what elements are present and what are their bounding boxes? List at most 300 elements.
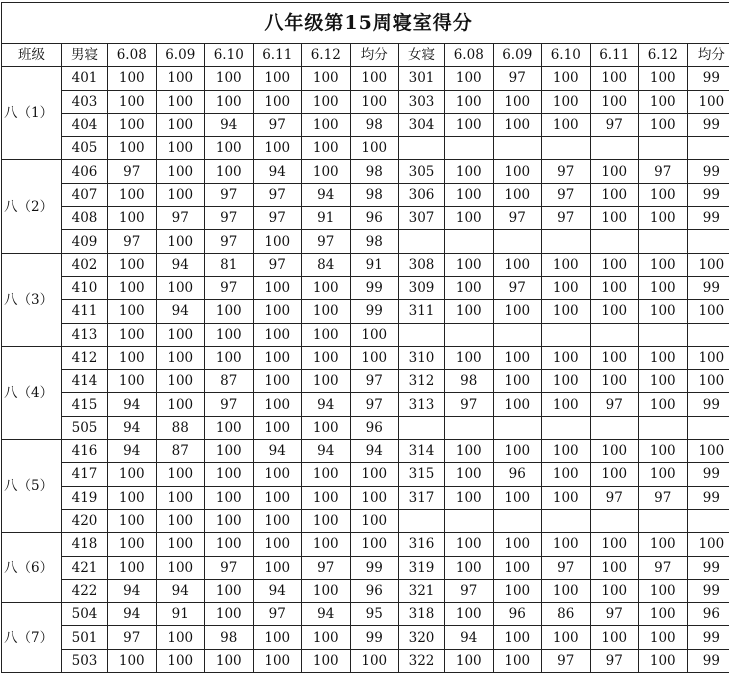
girl-room-cell: 311 [399,300,445,323]
boy-score-cell: 87 [156,440,205,463]
girl-score-cell: 100 [542,626,591,649]
girl-score-cell: 100 [590,160,639,183]
girl-score-cell: 100 [445,603,494,626]
boy-room-cell: 419 [62,486,108,509]
sheet-title: 八年级第15周寝室得分 [2,3,729,44]
girl-score-cell: 100 [445,207,494,230]
girl-score-cell: 97 [493,207,542,230]
girl-score-cell: 100 [445,113,494,136]
girl-score-cell: 97 [493,67,542,90]
boy-score-cell: 100 [108,649,157,672]
boy-score-cell: 97 [108,230,157,253]
boy-room-cell: 420 [62,509,108,532]
girl-score-cell: 100 [493,253,542,276]
girl-score-cell: 100 [590,579,639,602]
boy-avg-cell: 100 [350,346,399,369]
boy-score-cell: 100 [302,346,351,369]
boy-score-cell: 97 [205,276,254,299]
girl-score-cell: 97 [493,276,542,299]
boy-room-cell: 504 [62,603,108,626]
boy-score-cell: 100 [253,90,302,113]
girl-score-cell: 100 [542,300,591,323]
boy-score-cell: 100 [205,67,254,90]
girl-score-cell [445,230,494,253]
girl-score-cell [445,323,494,346]
boy-avg-cell: 91 [350,253,399,276]
girl-score-cell [493,323,542,346]
girl-score-cell: 100 [493,533,542,556]
girl-score-cell: 100 [590,463,639,486]
girl-room-cell: 304 [399,113,445,136]
girl-score-cell [639,137,688,160]
girl-score-cell [590,509,639,532]
boy-score-cell: 100 [253,370,302,393]
girl-room-cell: 301 [399,67,445,90]
girl-score-cell [639,230,688,253]
boy-score-cell: 100 [253,556,302,579]
girl-score-cell: 100 [590,626,639,649]
girl-score-cell: 100 [445,160,494,183]
boy-score-cell: 88 [156,416,205,439]
boy-room-cell: 408 [62,207,108,230]
girl-avg-cell: 100 [687,533,729,556]
girl-score-cell: 100 [445,90,494,113]
boy-score-cell: 100 [205,603,254,626]
table-body [2,67,729,673]
boy-score-cell: 100 [302,323,351,346]
boy-room-cell: 505 [62,416,108,439]
girl-avg-cell [687,509,729,532]
boy-score-cell: 100 [156,509,205,532]
girl-score-cell: 100 [493,346,542,369]
girl-score-cell: 100 [639,649,688,672]
table-row [2,509,729,532]
girl-score-cell: 100 [542,276,591,299]
girl-score-cell: 100 [639,207,688,230]
girl-score-cell [445,137,494,160]
boy-room-cell: 401 [62,67,108,90]
girl-room-cell: 315 [399,463,445,486]
girl-score-cell: 100 [493,160,542,183]
girl-score-cell: 100 [639,90,688,113]
girl-score-cell: 86 [542,603,591,626]
girl-score-cell: 100 [493,113,542,136]
girl-score-cell: 100 [542,393,591,416]
girl-score-cell: 97 [590,649,639,672]
girl-score-cell [542,323,591,346]
girl-score-cell: 100 [639,603,688,626]
boy-score-cell: 100 [156,556,205,579]
boy-score-cell: 100 [156,137,205,160]
boy-score-cell: 97 [302,556,351,579]
boy-avg-cell: 100 [350,533,399,556]
girl-score-cell: 100 [445,346,494,369]
boy-score-cell: 94 [253,579,302,602]
girl-room-cell: 320 [399,626,445,649]
boy-score-cell: 100 [156,393,205,416]
girl-score-cell: 100 [639,346,688,369]
class-name-cell: 八（2） [2,160,62,253]
girl-score-cell: 100 [493,183,542,206]
girl-score-cell [639,509,688,532]
table-row [2,370,729,393]
boy-score-cell: 94 [108,393,157,416]
boy-score-cell: 100 [302,113,351,136]
girl-score-cell: 97 [590,113,639,136]
boy-score-cell: 97 [108,626,157,649]
girl-score-cell: 100 [445,486,494,509]
boy-score-cell: 100 [205,346,254,369]
girl-score-cell: 100 [445,440,494,463]
boy-score-cell: 94 [253,440,302,463]
girl-score-cell: 100 [639,393,688,416]
girl-score-cell: 100 [445,463,494,486]
boy-score-cell: 97 [253,207,302,230]
girl-score-cell: 100 [445,533,494,556]
boy-score-cell: 100 [108,346,157,369]
boy-avg-cell: 100 [350,509,399,532]
girl-score-cell: 100 [542,346,591,369]
girl-score-cell [445,416,494,439]
girl-score-cell: 96 [493,463,542,486]
boy-score-cell: 97 [253,113,302,136]
girl-score-cell: 100 [493,649,542,672]
boy-score-cell: 100 [205,509,254,532]
girl-avg-cell: 100 [687,370,729,393]
girl-score-cell: 97 [590,393,639,416]
girl-score-cell: 100 [445,67,494,90]
boy-score-cell: 100 [302,626,351,649]
boy-score-cell: 94 [108,579,157,602]
boy-score-cell: 100 [302,160,351,183]
boy-avg-cell: 97 [350,370,399,393]
boy-score-cell: 100 [205,486,254,509]
girl-score-cell: 100 [590,207,639,230]
table-row [2,137,729,160]
girl-score-cell: 100 [542,113,591,136]
boy-score-cell: 100 [302,370,351,393]
boy-score-cell: 97 [205,207,254,230]
header-row [2,44,729,67]
dorm-score-table [1,2,729,673]
boy-room-cell: 406 [62,160,108,183]
girl-score-cell: 100 [639,183,688,206]
boy-score-cell: 97 [205,183,254,206]
girl-score-cell: 100 [590,533,639,556]
table-row [2,183,729,206]
boy-score-cell: 100 [205,300,254,323]
girl-avg-cell: 99 [687,276,729,299]
boy-avg-cell: 94 [350,440,399,463]
boy-room-cell: 501 [62,626,108,649]
boy-score-cell: 100 [156,463,205,486]
girl-score-cell: 100 [590,300,639,323]
boy-avg-cell: 98 [350,230,399,253]
boy-score-cell: 100 [302,649,351,672]
boy-score-cell: 100 [253,626,302,649]
girl-avg-cell: 99 [687,113,729,136]
boy-score-cell: 100 [156,346,205,369]
girl-score-cell: 100 [493,579,542,602]
boy-score-cell: 100 [156,230,205,253]
girl-room-cell [399,323,445,346]
boy-room-cell: 407 [62,183,108,206]
boy-score-cell: 94 [108,440,157,463]
girl-score-cell: 97 [542,556,591,579]
boy-room-cell: 402 [62,253,108,276]
boy-score-cell: 94 [302,183,351,206]
boy-score-cell: 100 [108,137,157,160]
header-date-girls: 6.09 [493,44,542,67]
boy-score-cell: 100 [302,137,351,160]
boy-score-cell: 97 [108,160,157,183]
girl-avg-cell: 99 [687,486,729,509]
boy-score-cell: 100 [302,90,351,113]
boy-avg-cell: 99 [350,276,399,299]
girl-score-cell: 100 [493,486,542,509]
boy-score-cell: 100 [108,323,157,346]
boy-score-cell: 100 [108,556,157,579]
boy-avg-cell: 98 [350,113,399,136]
girl-room-cell: 303 [399,90,445,113]
boy-score-cell: 100 [205,579,254,602]
boy-score-cell: 100 [156,486,205,509]
girl-score-cell: 100 [639,440,688,463]
boy-score-cell: 100 [253,300,302,323]
boy-avg-cell: 99 [350,556,399,579]
table-row [2,393,729,416]
girl-room-cell: 309 [399,276,445,299]
girl-score-cell: 96 [493,603,542,626]
girl-score-cell: 100 [590,67,639,90]
header-class: 班级 [2,44,62,67]
boy-avg-cell: 100 [350,67,399,90]
boy-score-cell: 97 [253,183,302,206]
girl-score-cell: 100 [445,649,494,672]
girl-score-cell: 97 [590,486,639,509]
girl-room-cell: 313 [399,393,445,416]
boy-avg-cell: 100 [350,137,399,160]
girl-avg-cell: 100 [687,300,729,323]
header-date-girls: 6.08 [445,44,494,67]
girl-score-cell: 100 [542,463,591,486]
boy-score-cell: 97 [205,556,254,579]
girl-room-cell: 308 [399,253,445,276]
girl-score-cell: 97 [445,579,494,602]
table-row [2,90,729,113]
boy-score-cell: 100 [253,649,302,672]
girl-score-cell: 100 [590,90,639,113]
girl-score-cell: 98 [445,370,494,393]
girl-score-cell: 100 [542,67,591,90]
boy-room-cell: 412 [62,346,108,369]
class-name-cell: 八（3） [2,253,62,346]
boy-score-cell: 94 [302,393,351,416]
class-name-cell: 八（5） [2,440,62,533]
girl-score-cell: 100 [590,253,639,276]
boy-avg-cell: 96 [350,207,399,230]
girl-avg-cell [687,230,729,253]
girl-score-cell [542,137,591,160]
girl-room-cell: 306 [399,183,445,206]
girl-room-cell: 305 [399,160,445,183]
girl-score-cell: 100 [542,370,591,393]
girl-score-cell: 100 [542,253,591,276]
girl-score-cell: 100 [590,276,639,299]
girl-avg-cell: 99 [687,393,729,416]
girl-room-cell: 321 [399,579,445,602]
boy-avg-cell: 96 [350,416,399,439]
boy-score-cell: 100 [108,463,157,486]
girl-room-cell: 314 [399,440,445,463]
boy-score-cell: 100 [108,67,157,90]
girl-score-cell [542,416,591,439]
girl-score-cell [493,509,542,532]
girl-score-cell [493,416,542,439]
boy-score-cell: 100 [205,90,254,113]
girl-score-cell: 100 [493,370,542,393]
header-girls-avg: 均分 [687,44,729,67]
girl-score-cell: 97 [542,649,591,672]
table-row [2,300,729,323]
girl-score-cell: 100 [493,90,542,113]
boy-score-cell: 100 [205,533,254,556]
girl-score-cell: 100 [639,67,688,90]
boy-score-cell: 100 [253,533,302,556]
header-date-girls: 6.10 [542,44,591,67]
girl-avg-cell: 99 [687,579,729,602]
boy-score-cell: 87 [205,370,254,393]
boy-score-cell: 100 [253,486,302,509]
header-date-boys: 6.10 [205,44,254,67]
girl-score-cell: 100 [493,393,542,416]
boy-score-cell: 94 [156,579,205,602]
girl-room-cell: 317 [399,486,445,509]
boy-room-cell: 409 [62,230,108,253]
header-boys-avg: 均分 [350,44,399,67]
boy-score-cell: 94 [302,440,351,463]
boy-score-cell: 94 [108,603,157,626]
boy-score-cell: 100 [205,160,254,183]
boy-score-cell: 100 [108,183,157,206]
boy-avg-cell: 98 [350,183,399,206]
boy-score-cell: 100 [302,486,351,509]
header-girls-room: 女寝 [399,44,445,67]
girl-score-cell: 100 [445,253,494,276]
boy-avg-cell: 100 [350,463,399,486]
boy-score-cell: 94 [156,253,205,276]
girl-score-cell: 97 [542,207,591,230]
table-row [2,440,729,463]
girl-score-cell: 97 [639,556,688,579]
boy-score-cell: 98 [205,626,254,649]
boy-score-cell: 94 [302,603,351,626]
boy-score-cell: 100 [108,509,157,532]
boy-score-cell: 100 [156,533,205,556]
girl-score-cell: 100 [639,113,688,136]
girl-avg-cell: 99 [687,160,729,183]
girl-score-cell: 100 [542,440,591,463]
table-row [2,253,729,276]
girl-room-cell [399,230,445,253]
boy-score-cell: 100 [253,276,302,299]
header-date-boys: 6.12 [302,44,351,67]
boy-score-cell: 100 [253,393,302,416]
boy-score-cell: 100 [156,67,205,90]
boy-score-cell: 100 [108,253,157,276]
boy-score-cell: 100 [302,300,351,323]
boy-score-cell: 97 [205,393,254,416]
boy-room-cell: 413 [62,323,108,346]
girl-score-cell [639,416,688,439]
boy-score-cell: 100 [302,67,351,90]
girl-score-cell: 97 [639,160,688,183]
girl-avg-cell: 99 [687,556,729,579]
boy-score-cell: 100 [108,300,157,323]
boy-score-cell: 100 [253,416,302,439]
girl-room-cell: 316 [399,533,445,556]
boy-score-cell: 100 [205,137,254,160]
boy-avg-cell: 98 [350,160,399,183]
boy-avg-cell: 99 [350,300,399,323]
girl-score-cell [590,416,639,439]
girl-avg-cell: 99 [687,207,729,230]
girl-score-cell: 100 [590,346,639,369]
boy-score-cell: 100 [253,463,302,486]
boy-score-cell: 100 [156,90,205,113]
boy-score-cell: 91 [156,603,205,626]
girl-avg-cell: 100 [687,346,729,369]
header-boys-room: 男寝 [62,44,108,67]
girl-score-cell: 100 [639,463,688,486]
boy-score-cell: 100 [108,113,157,136]
girl-avg-cell [687,137,729,160]
girl-score-cell: 100 [542,533,591,556]
boy-score-cell: 97 [253,603,302,626]
boy-room-cell: 410 [62,276,108,299]
girl-score-cell: 100 [445,183,494,206]
boy-score-cell: 94 [108,416,157,439]
header-date-boys: 6.09 [156,44,205,67]
girl-room-cell: 312 [399,370,445,393]
class-name-cell: 八（4） [2,346,62,439]
boy-score-cell: 100 [156,626,205,649]
girl-avg-cell: 100 [687,253,729,276]
boy-score-cell: 94 [205,113,254,136]
table-row [2,579,729,602]
table-row [2,113,729,136]
boy-room-cell: 411 [62,300,108,323]
girl-score-cell: 97 [542,160,591,183]
table-row [2,649,729,672]
girl-score-cell: 100 [639,276,688,299]
boy-score-cell: 100 [156,276,205,299]
boy-score-cell: 100 [302,276,351,299]
girl-score-cell [493,137,542,160]
boy-score-cell: 100 [108,207,157,230]
table-row [2,416,729,439]
girl-room-cell [399,416,445,439]
table-row [2,486,729,509]
class-name-cell: 八（6） [2,533,62,603]
table-row [2,207,729,230]
boy-room-cell: 417 [62,463,108,486]
boy-avg-cell: 100 [350,649,399,672]
boy-avg-cell: 95 [350,603,399,626]
header-date-boys: 6.11 [253,44,302,67]
girl-score-cell: 100 [639,253,688,276]
boy-score-cell: 100 [156,183,205,206]
